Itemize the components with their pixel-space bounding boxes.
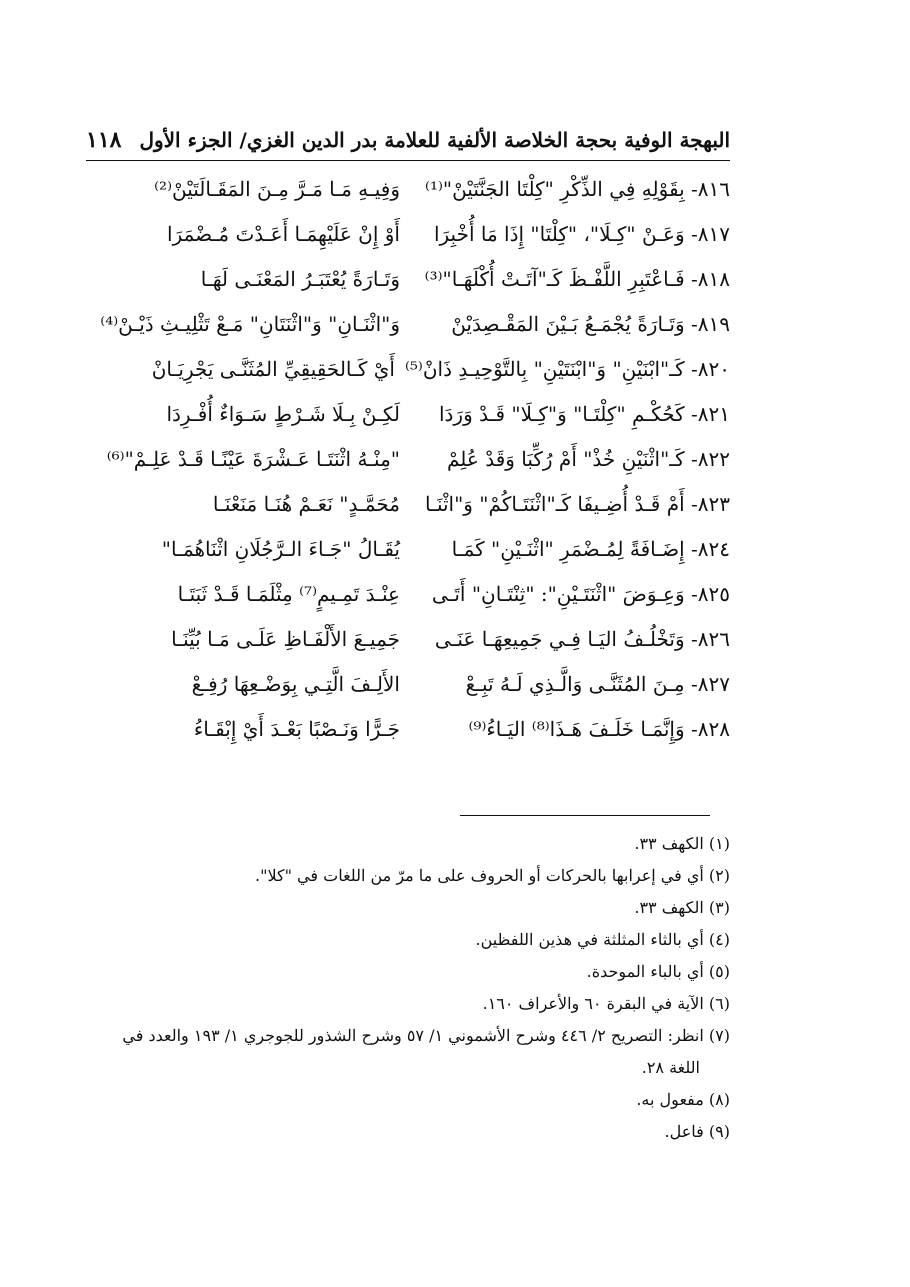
verse-second-hemistich: لَكِـنْ بِـلَا شَـرْطٍ سَـوَاءٌ أُفْـرِدَا — [166, 401, 400, 426]
verse-second-hemistich: أَيْ كَـالحَقِيقِيِّ المُثَنَّـى يَجْرِيَـانْ — [151, 356, 395, 381]
verses-block — [80, 166, 730, 751]
verse-first-hemistich: ٨٢٧- مِـنَ المُثَنَّـى وَالَّـذِي لَـهُ تَبِـعْ — [465, 671, 730, 696]
verse-line — [80, 166, 730, 211]
verse-second-hemistich: وَفِيـهِ مَـا مَـرَّ مِـنَ المَقَـالَتَيْنْ⁽²⁾ — [154, 176, 400, 201]
verse-line — [80, 436, 730, 481]
verse-first-hemistich: ٨٢٢- كَـ"اثْنَيْنِ خُذْ" أَمْ رُكِّبَا وَقَدْ عُلِمْ — [446, 446, 730, 471]
verse-first-hemistich: ٨٢٤- إِضَـافَةً لِمُـضْمَرِ "اثْنَـيْنِ" كَمَـا — [451, 536, 730, 561]
verse-second-hemistich: يُقَـالُ "جَـاءَ الـرَّجُلَانِ اثْنَاهُمَـا" — [161, 536, 400, 561]
verse-line — [80, 706, 730, 751]
footnote: (٥) أي بالباء الموحدة. — [586, 962, 730, 981]
verse-line — [80, 661, 730, 706]
verse-first-hemistich: ٨٢١- كَحُكْـمِ "كِلْتَـا" وَ"كِـلَا" قَـدْ وَرَدَا — [438, 401, 730, 426]
footnote: (٨) مفعول به. — [636, 1090, 730, 1109]
verse-second-hemistich: أَوْ إِنْ عَلَيْهِمَـا أَعَـدْتَ مُـضْمَرَا — [167, 221, 400, 246]
verse-first-hemistich: ٨١٦- بِقَوْلِهِ فِي الذِّكْرِ "كِلْتَا الجَنَّتَيْنْ"⁽¹⁾ — [425, 176, 730, 201]
verse-line — [80, 481, 730, 526]
verse-line — [80, 616, 730, 661]
footnotes-block — [80, 828, 730, 1148]
verse-line — [80, 211, 730, 256]
verse-second-hemistich: وَتَـارَةً يُعْتَبَـرُ المَعْنَـى لَهَـا — [200, 266, 400, 291]
verse-second-hemistich: مُحَمَّـدٍ" نَعَـمْ هُنَـا مَنَعْنَـا — [212, 491, 400, 516]
footnote: (٤) أي بالثاء المثلثة في هذين اللفظين. — [475, 930, 730, 949]
footnote: (٢) أي في إعرابها بالحركات أو الحروف على ما مرّ من اللغات في "كلا". — [255, 866, 730, 885]
verse-second-hemistich: جَمِيـعَ الأَلْفَـاظِ عَلَـى مَـا بُيِّنَـا — [171, 626, 400, 651]
verse-first-hemistich: ٨٢٣- أَمْ قَـدْ أُضِـيفَا كَـ"اثْنَتَـاكُمْ" وَ"اثْنَـا — [424, 491, 730, 516]
verse-first-hemistich: ٨١٧- وَعَـنْ "كِـلَا"، "كِلْتَا" إِذَا مَا أُخْبِرَا — [433, 221, 730, 246]
footnote-separator — [460, 815, 710, 816]
book-title: البهجة الوفية بحجة الخلاصة الألفية للعلامة بدر الدين الغزي/ الجزء الأول — [139, 128, 730, 152]
verse-line — [80, 346, 730, 391]
verse-first-hemistich: ٨٢٠- كَـ"ابْنَيْنِ" وَ"ابْنَتَيْنِ" بِالتَّوْحِيـدِ ذَانْ⁽⁵⁾ — [404, 356, 730, 381]
verse-line — [80, 256, 730, 301]
running-header — [86, 120, 730, 161]
footnote-text: (٧) انظر: التصريح ٢/ ٤٤٦ وشرح الأشموني ١/ ٥٧ وشرح الشذور للجوجري ١/ ١٩٣ والعدد في — [122, 1026, 730, 1045]
footnote: (٦) الآية في البقرة ٦٠ والأعراف ١٦٠. — [482, 994, 730, 1013]
verse-first-hemistich: ٨٢٦- وَتَخْلُـفُ اليَـا فِـي جَمِيعِهَـا عَنَـى — [434, 626, 730, 651]
footnote: (٣) الكهف ٣٣. — [634, 898, 730, 917]
page-number: ١١٨ — [86, 127, 122, 153]
verse-line — [80, 526, 730, 571]
verse-second-hemistich: "مِنْـهُ اثْنَتَـا عَـشْرَةَ عَيْنًـا قَـدْ عَلِـمْ"⁽⁶⁾ — [106, 446, 400, 471]
footnote-continuation: اللغة ٢٨. — [641, 1058, 700, 1077]
verse-line — [80, 391, 730, 436]
verse-second-hemistich: جَـرًّا وَنَـصْبًا بَعْـدَ أَيْ إِبْقَـاءُ — [193, 716, 400, 741]
verse-first-hemistich: ٨١٩- وَتَـارَةً يُجْمَـعُ بَـيْنَ المَقْـصِدَيْنْ — [451, 311, 730, 336]
verse-first-hemistich: ٨٢٨- وَإِنَّمَـا خَلَـفَ هَـذَا⁽⁸⁾ اليَـاءُ⁽⁹⁾ — [468, 716, 730, 741]
footnote — [80, 1020, 730, 1084]
footnote: (١) الكهف ٣٣. — [634, 834, 730, 853]
verse-second-hemistich: عِنْـدَ تَمِـيمٍ⁽⁷⁾ مِثْلَمَـا قَـدْ ثَبَتَـا — [177, 581, 400, 606]
verse-second-hemistich: وَ"اثْنَـانِ" وَ"اثْنَتَانِ" مَـعْ تَثْلِيـثِ ذَيْـنْ⁽⁴⁾ — [100, 311, 400, 336]
verse-line — [80, 571, 730, 616]
footnote: (٩) فاعل. — [664, 1122, 730, 1141]
verse-first-hemistich: ٨٢٥- وَعِـوَضَ "اثْنَتَـيْنِ": "ثِنْتَـانِ" أَتَـى — [431, 581, 730, 606]
verse-line — [80, 301, 730, 346]
verse-second-hemistich: الأَلِـفَ الَّتِـي بِوَضْـعِهَا رُفِـعْ — [191, 671, 400, 696]
verse-first-hemistich: ٨١٨- فَـاعْتَبِرِ اللَّفْـظَ كَـ"آتَـتْ أُكْلَهَـا"⁽³⁾ — [424, 266, 730, 291]
